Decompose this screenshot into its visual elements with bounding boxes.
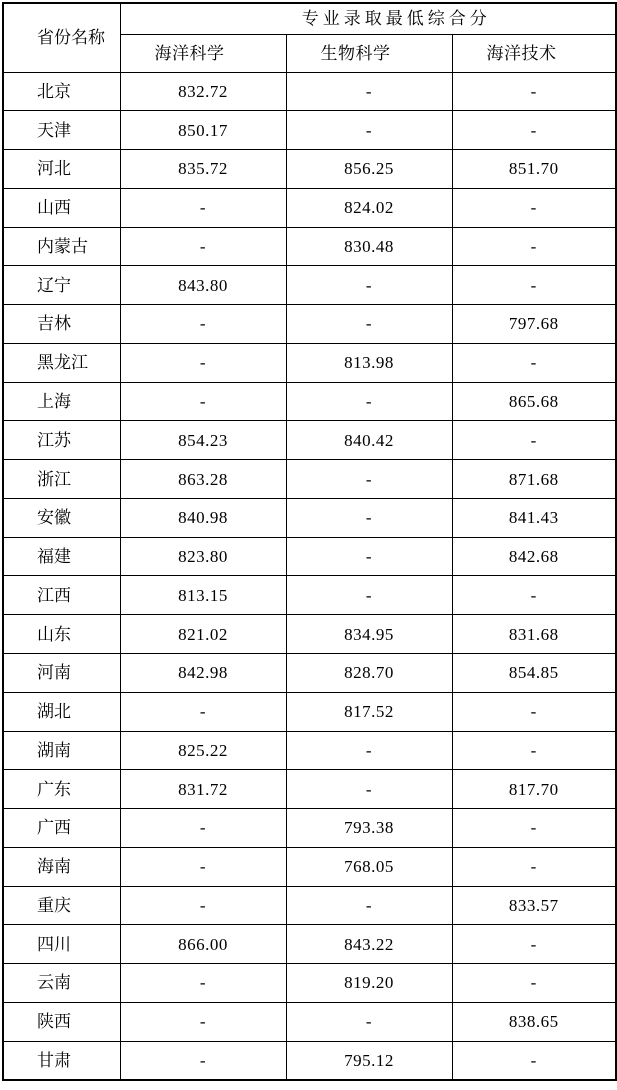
table-row bbox=[3, 653, 616, 692]
score-cell: - bbox=[452, 111, 616, 150]
score-cell: - bbox=[120, 847, 286, 886]
score-cell: 840.42 bbox=[286, 421, 452, 460]
major-column-header: 海洋技术 bbox=[452, 34, 616, 72]
score-cell: - bbox=[120, 964, 286, 1003]
score-cell: 840.98 bbox=[120, 498, 286, 537]
table-row bbox=[3, 770, 616, 809]
score-cell: 831.72 bbox=[120, 770, 286, 809]
score-cell: 850.17 bbox=[120, 111, 286, 150]
score-cell: - bbox=[452, 72, 616, 111]
province-cell: 湖南 bbox=[3, 731, 120, 770]
table-row bbox=[3, 576, 616, 615]
score-cell: - bbox=[120, 1041, 286, 1080]
score-cell: 828.70 bbox=[286, 653, 452, 692]
table-row bbox=[3, 460, 616, 499]
table-row bbox=[3, 809, 616, 848]
province-cell: 湖北 bbox=[3, 692, 120, 731]
score-cell: - bbox=[452, 964, 616, 1003]
province-cell: 福建 bbox=[3, 537, 120, 576]
score-group-header: 专业录取最低综合分 bbox=[120, 3, 616, 34]
score-cell: 813.15 bbox=[120, 576, 286, 615]
score-cell: - bbox=[120, 305, 286, 344]
score-cell: 819.20 bbox=[286, 964, 452, 1003]
score-cell: - bbox=[286, 731, 452, 770]
score-cell: - bbox=[120, 886, 286, 925]
score-cell: 843.22 bbox=[286, 925, 452, 964]
table-row bbox=[3, 72, 616, 111]
score-cell: - bbox=[286, 770, 452, 809]
score-cell: 823.80 bbox=[120, 537, 286, 576]
province-cell: 上海 bbox=[3, 382, 120, 421]
province-cell: 四川 bbox=[3, 925, 120, 964]
score-cell: - bbox=[452, 266, 616, 305]
score-cell: - bbox=[452, 692, 616, 731]
score-cell: - bbox=[120, 809, 286, 848]
score-cell: - bbox=[286, 1002, 452, 1041]
table-header bbox=[3, 3, 616, 72]
score-cell: 825.22 bbox=[120, 731, 286, 770]
table-row bbox=[3, 731, 616, 770]
table-row bbox=[3, 305, 616, 344]
score-cell: - bbox=[452, 343, 616, 382]
score-cell: - bbox=[120, 1002, 286, 1041]
province-cell: 吉林 bbox=[3, 305, 120, 344]
score-cell: 793.38 bbox=[286, 809, 452, 848]
score-cell: 851.70 bbox=[452, 150, 616, 189]
table-row bbox=[3, 382, 616, 421]
score-cell: - bbox=[452, 421, 616, 460]
province-cell: 江西 bbox=[3, 576, 120, 615]
province-cell: 北京 bbox=[3, 72, 120, 111]
score-cell: 830.48 bbox=[286, 227, 452, 266]
province-cell: 甘肃 bbox=[3, 1041, 120, 1080]
table-row bbox=[3, 498, 616, 537]
score-cell: 866.00 bbox=[120, 925, 286, 964]
score-cell: - bbox=[286, 305, 452, 344]
score-cell: - bbox=[120, 343, 286, 382]
province-cell: 辽宁 bbox=[3, 266, 120, 305]
province-cell: 河北 bbox=[3, 150, 120, 189]
score-cell: - bbox=[286, 576, 452, 615]
score-cell: - bbox=[120, 188, 286, 227]
province-cell: 山东 bbox=[3, 615, 120, 654]
score-cell: 834.95 bbox=[286, 615, 452, 654]
score-cell: 795.12 bbox=[286, 1041, 452, 1080]
score-cell: - bbox=[452, 576, 616, 615]
score-cell: - bbox=[286, 266, 452, 305]
table-row bbox=[3, 1002, 616, 1041]
table-row bbox=[3, 111, 616, 150]
table-row bbox=[3, 615, 616, 654]
table-body bbox=[3, 72, 616, 1080]
table-row bbox=[3, 150, 616, 189]
table-row bbox=[3, 964, 616, 1003]
score-cell: - bbox=[286, 382, 452, 421]
score-cell: 831.68 bbox=[452, 615, 616, 654]
table-row bbox=[3, 421, 616, 460]
score-cell: - bbox=[452, 809, 616, 848]
table-row bbox=[3, 266, 616, 305]
table-row bbox=[3, 227, 616, 266]
province-cell: 河南 bbox=[3, 653, 120, 692]
score-cell: 824.02 bbox=[286, 188, 452, 227]
score-cell: 817.52 bbox=[286, 692, 452, 731]
score-cell: - bbox=[120, 692, 286, 731]
score-cell: 854.23 bbox=[120, 421, 286, 460]
score-cell: 841.43 bbox=[452, 498, 616, 537]
province-cell: 黑龙江 bbox=[3, 343, 120, 382]
score-cell: 842.98 bbox=[120, 653, 286, 692]
province-cell: 江苏 bbox=[3, 421, 120, 460]
score-cell: 833.57 bbox=[452, 886, 616, 925]
province-cell: 浙江 bbox=[3, 460, 120, 499]
score-cell: 838.65 bbox=[452, 1002, 616, 1041]
score-cell: - bbox=[286, 537, 452, 576]
score-cell: - bbox=[286, 460, 452, 499]
score-cell: 865.68 bbox=[452, 382, 616, 421]
table-row bbox=[3, 847, 616, 886]
province-cell: 内蒙古 bbox=[3, 227, 120, 266]
score-cell: 835.72 bbox=[120, 150, 286, 189]
table-row bbox=[3, 925, 616, 964]
header-group-row bbox=[3, 3, 616, 34]
table-row bbox=[3, 343, 616, 382]
score-cell: 843.80 bbox=[120, 266, 286, 305]
score-cell: - bbox=[286, 498, 452, 537]
province-cell: 广西 bbox=[3, 809, 120, 848]
table-row bbox=[3, 188, 616, 227]
province-cell: 安徽 bbox=[3, 498, 120, 537]
score-cell: 842.68 bbox=[452, 537, 616, 576]
score-cell: 854.85 bbox=[452, 653, 616, 692]
score-cell: - bbox=[120, 382, 286, 421]
province-cell: 广东 bbox=[3, 770, 120, 809]
score-cell: 832.72 bbox=[120, 72, 286, 111]
province-cell: 天津 bbox=[3, 111, 120, 150]
score-cell: - bbox=[286, 886, 452, 925]
score-cell: 871.68 bbox=[452, 460, 616, 499]
score-cell: 797.68 bbox=[452, 305, 616, 344]
table-row bbox=[3, 886, 616, 925]
score-cell: 863.28 bbox=[120, 460, 286, 499]
table-row bbox=[3, 537, 616, 576]
score-cell: 768.05 bbox=[286, 847, 452, 886]
score-cell: - bbox=[452, 925, 616, 964]
score-cell: 856.25 bbox=[286, 150, 452, 189]
province-cell: 山西 bbox=[3, 188, 120, 227]
major-column-header: 生物科学 bbox=[286, 34, 452, 72]
province-column-header: 省份名称 bbox=[3, 3, 120, 72]
score-cell: - bbox=[120, 227, 286, 266]
province-cell: 海南 bbox=[3, 847, 120, 886]
score-cell: 817.70 bbox=[452, 770, 616, 809]
score-cell: - bbox=[452, 188, 616, 227]
score-cell: 813.98 bbox=[286, 343, 452, 382]
score-cell: - bbox=[452, 227, 616, 266]
province-cell: 陕西 bbox=[3, 1002, 120, 1041]
score-cell: 821.02 bbox=[120, 615, 286, 654]
province-cell: 重庆 bbox=[3, 886, 120, 925]
score-cell: - bbox=[452, 847, 616, 886]
major-column-header: 海洋科学 bbox=[120, 34, 286, 72]
score-cell: - bbox=[286, 111, 452, 150]
score-cell: - bbox=[452, 731, 616, 770]
admission-score-table bbox=[2, 2, 617, 1081]
province-cell: 云南 bbox=[3, 964, 120, 1003]
score-cell: - bbox=[452, 1041, 616, 1080]
table-row bbox=[3, 692, 616, 731]
score-cell: - bbox=[286, 72, 452, 111]
table-row bbox=[3, 1041, 616, 1080]
